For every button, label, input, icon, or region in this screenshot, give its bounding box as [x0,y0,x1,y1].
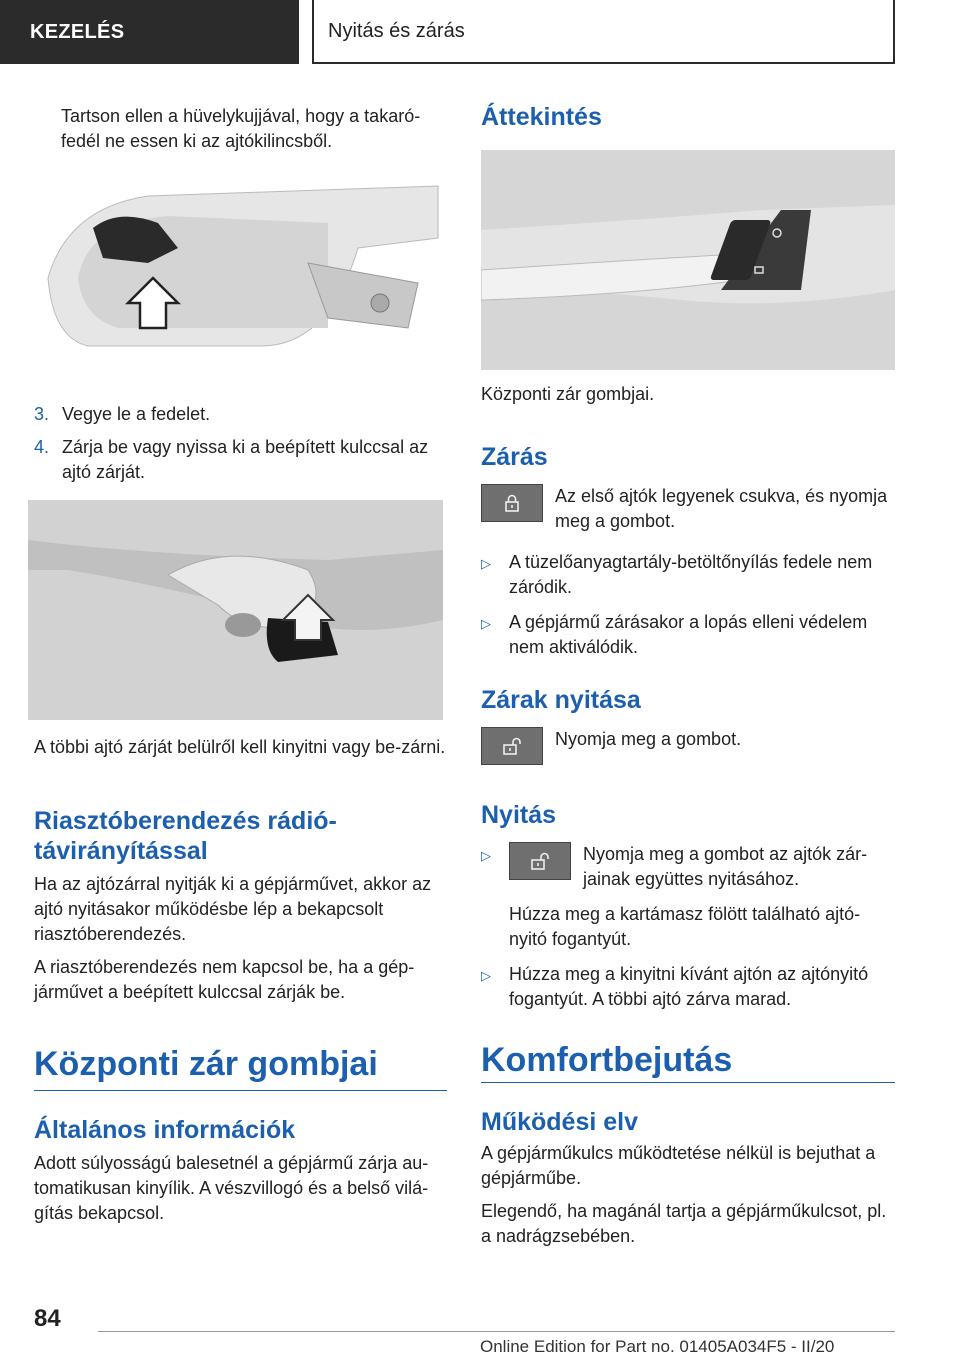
central-lock-buttons-photo [481,150,895,370]
step-4: 4. Zárja be vagy nyissa ki a beépített kulccsal az ajtó zárját. [34,437,429,482]
opening-sub-text: Húzza meg a kartámasz fölött található ajtó-nyitó fogantyút. [509,904,861,949]
footer-rule [98,1331,895,1332]
central-lock-heading: Központi zár gombjai [34,1045,378,1083]
edition-text: Online Edition for Part no. 01405A034F5 - II/20 [480,1337,835,1356]
section-title: KEZELÉS [30,20,125,43]
steps-list [34,402,446,485]
overview-caption: Központi zár gombjai. [481,384,655,404]
principle-paragraph-1: A gépjárműkulcs működtetése nélkül is bejuthat a gépjárműbe. [481,1143,876,1188]
overview-heading-block [481,102,895,132]
lock-heading: Zárás [481,443,548,471]
page-number: 84 [34,1305,61,1332]
general-info-paragraph: Adott súlyosságú balesetnél a gépjármű zárja au-tomatikusan kinyílik. A vészvillogó és a belső vilá-gítás bekapcsol. [34,1153,429,1223]
alarm-heading: Riasztóberendezés rádió-távirányítással [34,807,337,865]
lock-section [481,442,895,660]
opening-bullet-1: ▷ Nyomja meg a gombot az ajtók zár-jainak együttes nyitásához. [481,842,895,892]
triangle-icon: ▷ [481,848,491,863]
lock-bullet-1: ▷ A tüzelőanyagtartály-betöltőnyílás fedele nem záródik. [481,550,895,600]
unlock-heading: Zárak nyitása [481,686,641,714]
chapter-tab [312,0,895,64]
alarm-paragraph-2: A riasztóberendezés nem kapcsol be, ha a gép-járművet a beépített kulccsal zárják be. [34,957,415,1002]
triangle-icon: ▷ [481,616,491,631]
comfort-access-heading: Komfortbejutás [481,1041,733,1079]
door-handle-cover-photo [28,168,443,378]
section-tab [0,0,299,64]
opening-bullet-2: ▷ Húzza meg a kinyitni kívánt ajtón az ajtónyitó fogantyút. A többi ajtó zárva marad. [481,962,895,1012]
triangle-icon: ▷ [481,556,491,571]
lock-instruction [481,484,895,534]
unlock-icon [481,727,543,765]
comfort-access-section [481,1040,895,1257]
opening-section [481,800,895,1012]
lock-icon [481,484,543,522]
triangle-icon: ▷ [481,968,491,983]
heading-rule [481,1082,895,1083]
heading-rule [34,1090,447,1091]
unlock-text: Nyomja meg a gombot. [555,729,742,749]
principle-heading: Működési elv [481,1108,638,1136]
central-lock-section [34,1044,447,1234]
step-3: 3. Vegye le a fedelet. [34,404,211,424]
overview-heading: Áttekintés [481,103,602,131]
alarm-paragraph-1: Ha az ajtózárral nyitják ki a gépjárművet, akkor az ajtó nyitásakor működésbe lép a bekapcsolt riasztóberendezés. [34,874,432,944]
opening-heading: Nyitás [481,801,557,829]
chapter-title: Nyitás és zárás [328,19,465,42]
lock-bullet-2: ▷ A gépjármű zárásakor a lopás elleni védelem nem aktiválódik. [481,610,895,660]
intro-paragraph: Tartson ellen a hüvelykujjával, hogy a takaró-fedél ne essen ki az ajtókilincsből. [61,106,421,151]
lock-text: Az első ajtók legyenek csukva, és nyomja meg a gombot. [555,486,888,531]
door-key-lock-photo [28,500,443,720]
unlock-section [481,685,895,765]
general-info-heading: Általános információk [34,1116,296,1144]
alarm-section [34,806,446,1013]
unlock-icon [509,842,571,880]
principle-paragraph-2: Elegendő, ha magánál tartja a gépjárműkulcsot, pl. a nadrágzsebében. [481,1201,887,1246]
other-doors-note: A többi ajtó zárját belülről kell kinyitni vagy be-zárni. [34,737,446,757]
unlock-instruction [481,727,895,765]
